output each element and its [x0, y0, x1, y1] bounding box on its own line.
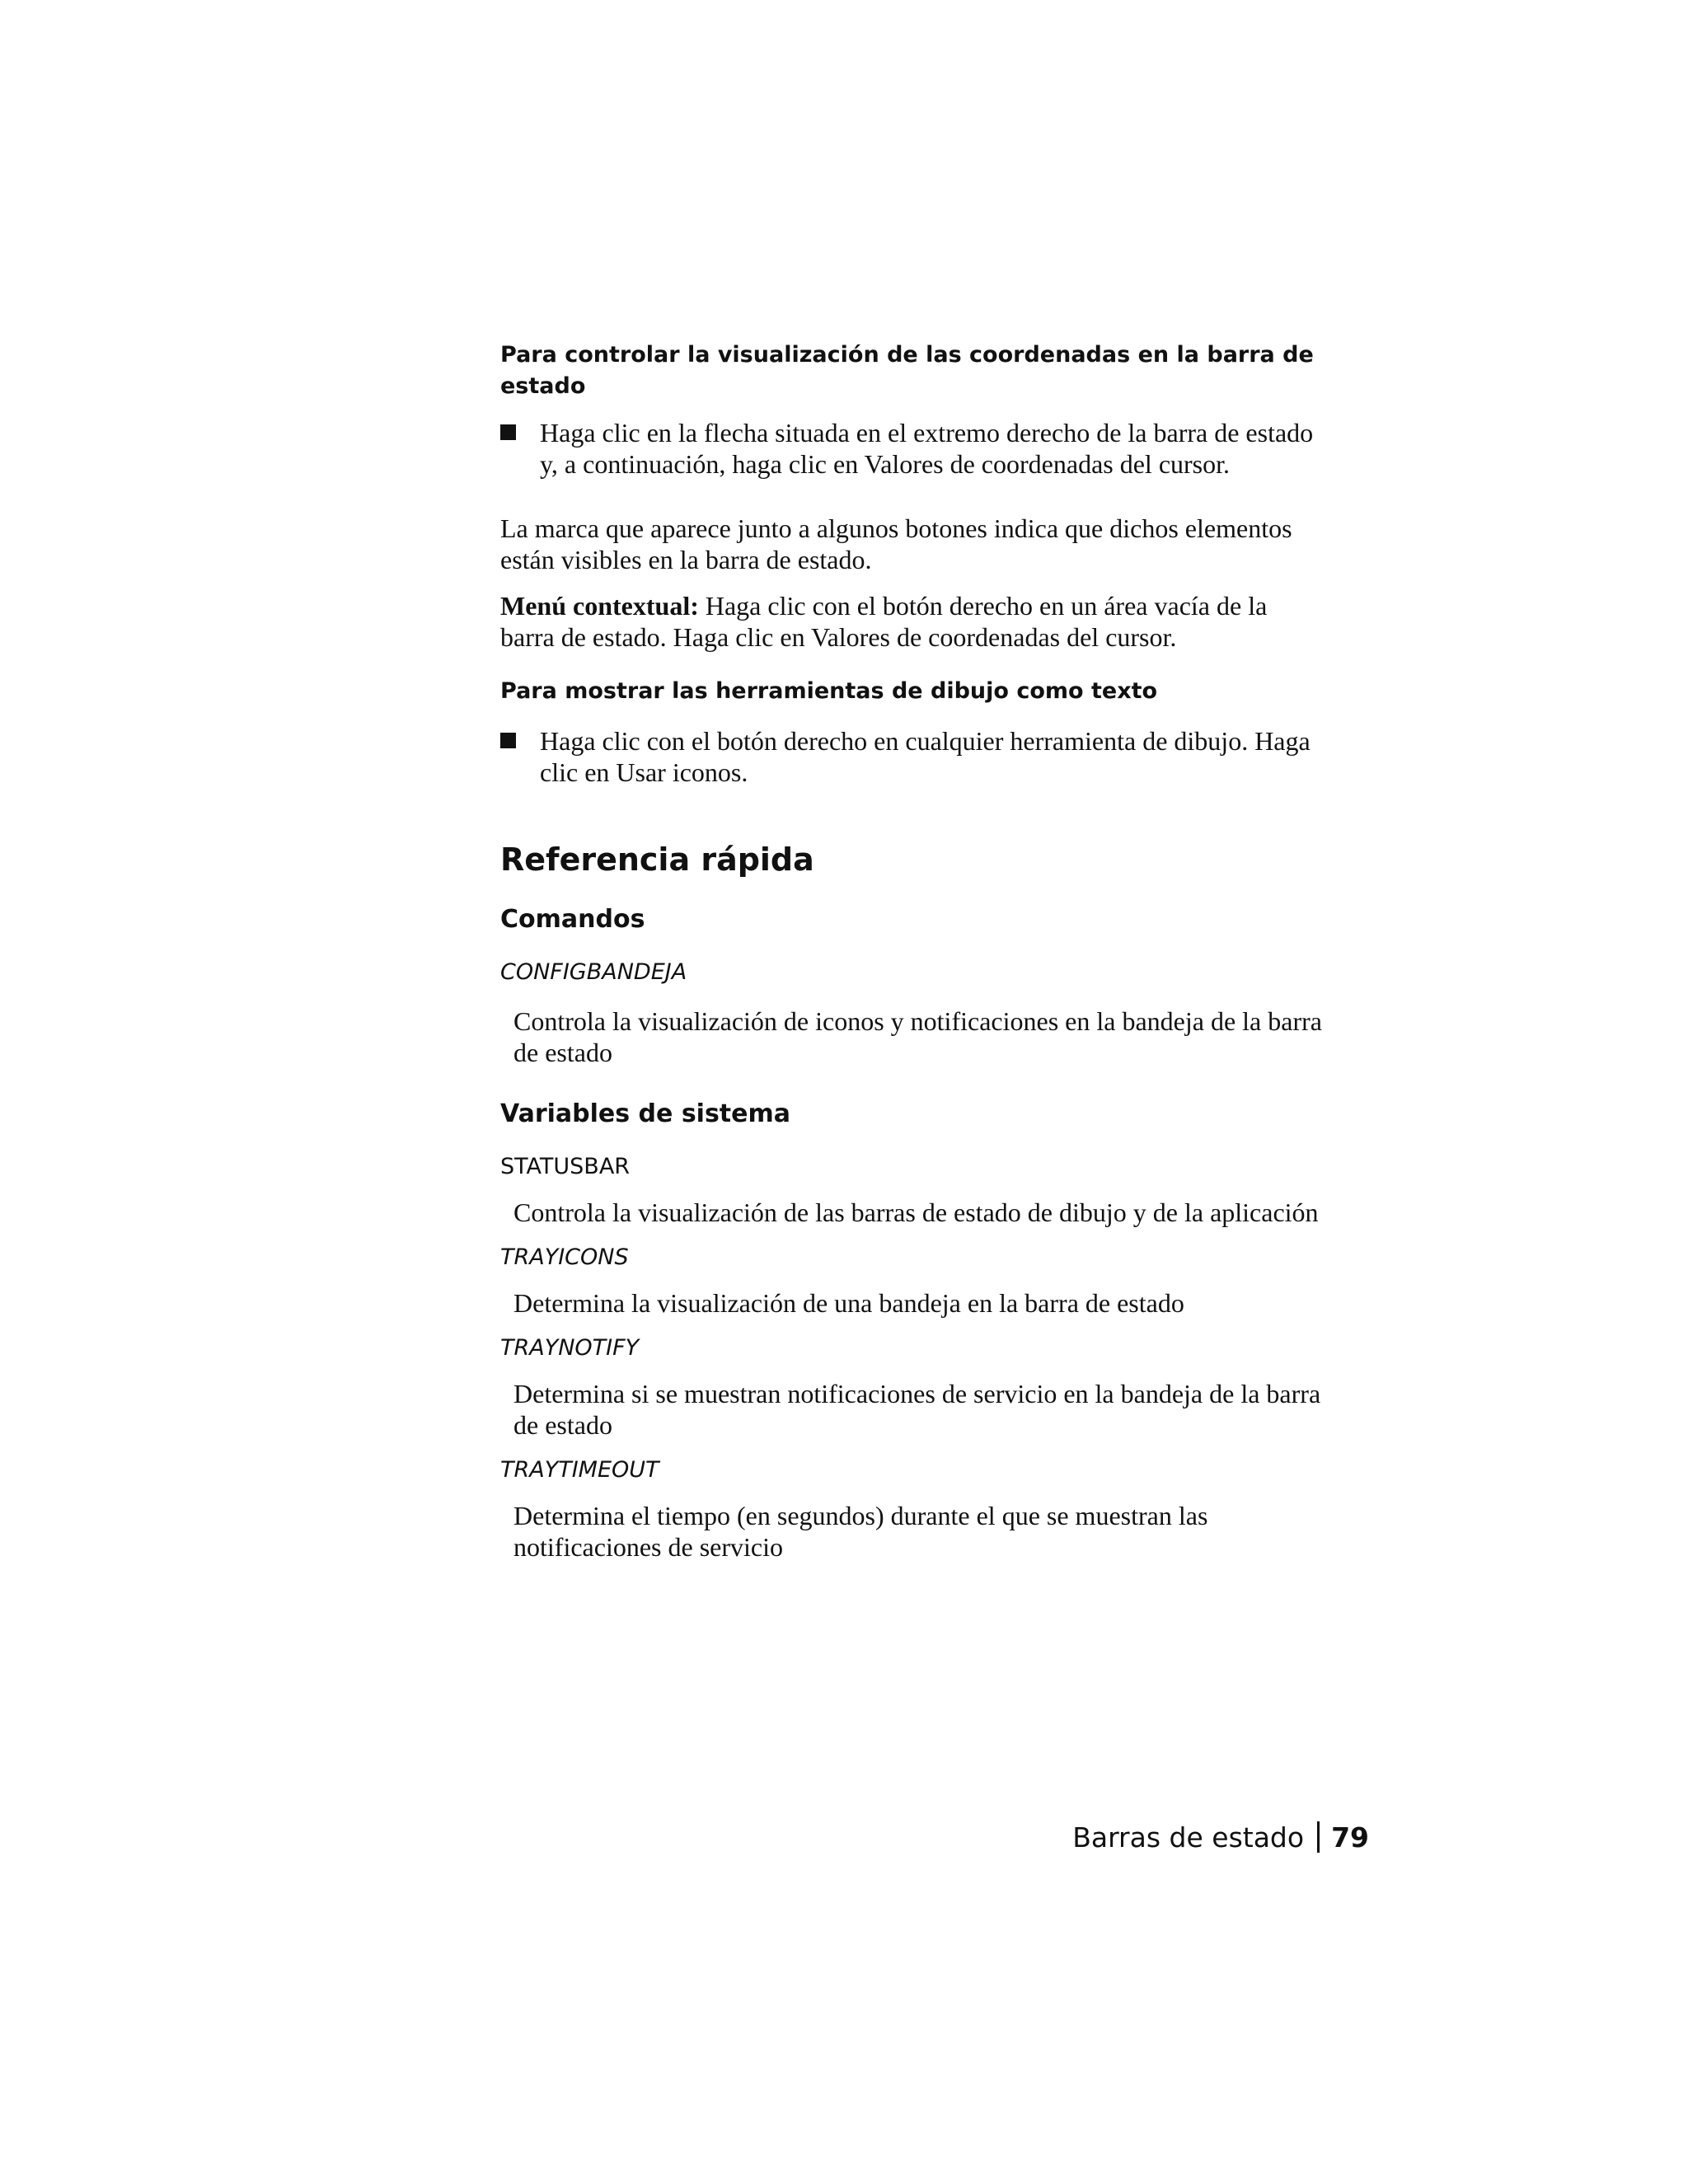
footer-chapter-title: Barras de estado [1072, 1821, 1305, 1854]
note-line: La marca que aparece junto a algunos botones indica que dichos elementos [500, 513, 1292, 543]
context-line: barra de estado. Haga clic en Valores de coordenadas del cursor. [500, 622, 1177, 652]
description-line: Controla la visualización de iconos y notificaciones en la bandeja de la barra [513, 1006, 1322, 1036]
footer-separator [1317, 1821, 1320, 1853]
system-variables-title: Variables de sistema [500, 1099, 791, 1128]
quick-reference-title: Referencia rápida [500, 841, 814, 878]
sysvar-description [500, 1500, 1374, 1563]
step-line: Haga clic con el botón derecho en cualquier herramienta de dibujo. Haga [540, 726, 1311, 756]
context-line: Haga clic con el botón derecho en un área vacía de la [698, 591, 1268, 621]
command-description [500, 1005, 1374, 1068]
commands-title: Comandos [500, 905, 645, 934]
description-line: Controla la visualización de las barras de estado de dibujo y de la aplicación [513, 1197, 1319, 1227]
sysvar-name: TRAYNOTIFY [500, 1335, 640, 1361]
description-line: Determina la visualización de una bandeja en la barra de estado [513, 1288, 1184, 1318]
page-number: 79 [1331, 1821, 1369, 1854]
description-line: de estado [513, 1038, 612, 1067]
procedure-step-drawing-tools [500, 725, 1374, 788]
sysvar-description [500, 1197, 1374, 1228]
step-line: y, a continuación, haga clic en Valores de coordenadas del cursor. [540, 449, 1231, 479]
sysvar-name: TRAYTIMEOUT [500, 1457, 659, 1483]
bullet-square-icon [500, 733, 516, 748]
procedure-heading-drawing-tools: Para mostrar las herramientas de dibujo como texto [500, 678, 1158, 704]
procedure-step-coordinates [500, 417, 1374, 480]
sysvar-name: STATUSBAR [500, 1154, 631, 1179]
sysvar-description [500, 1287, 1374, 1319]
checkmark-note [500, 513, 1374, 575]
sysvar-name: TRAYICONS [500, 1244, 629, 1270]
context-menu-label: Menú contextual: [500, 591, 699, 621]
note-line: están visibles en la barra de estado. [500, 545, 872, 574]
page-content [500, 330, 1374, 1563]
step-line: Haga clic en la flecha situada en el extremo derecho de la barra de estado [540, 418, 1314, 448]
context-menu-note [500, 590, 1374, 653]
step-line: clic en Usar iconos. [540, 757, 748, 787]
procedure-heading-coordinates: Para controlar la visualización de las coordenadas en la barra de estado [500, 342, 1314, 399]
command-name: CONFIGBANDEJA [500, 959, 687, 985]
bullet-square-icon [500, 424, 516, 440]
sysvar-description [500, 1378, 1374, 1441]
description-line: notificaciones de servicio [513, 1532, 783, 1562]
description-line: Determina el tiempo (en segundos) durante el que se muestran las [513, 1501, 1208, 1530]
description-line: de estado [513, 1410, 612, 1440]
page-footer [1072, 1820, 1369, 1856]
description-line: Determina si se muestran notificaciones de servicio en la bandeja de la barra [513, 1379, 1321, 1408]
